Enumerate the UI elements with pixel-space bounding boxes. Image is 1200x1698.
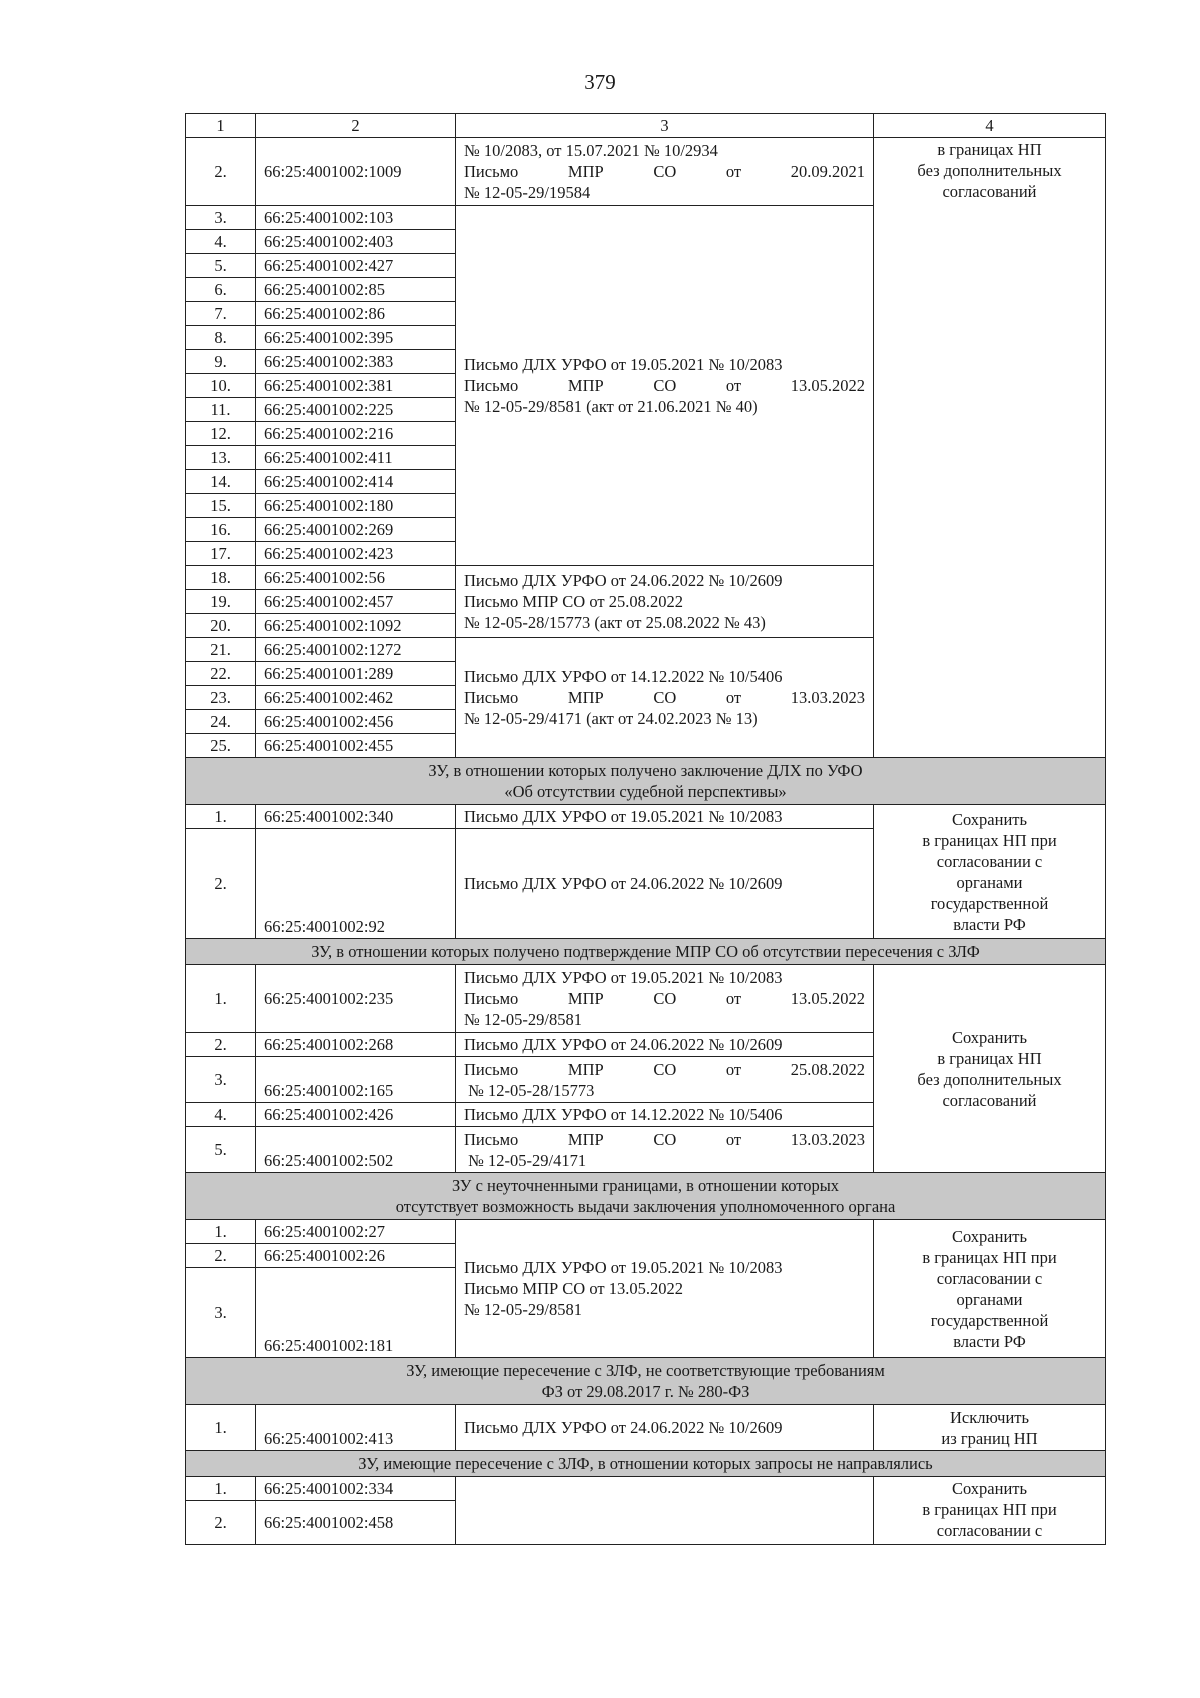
cadastral-number: 66:25:4001002:414 [256,470,456,494]
letter-word: МПР [567,989,604,1008]
land-plots-table [185,113,1106,1545]
cadastral-number: 66:25:4001002:427 [256,254,456,278]
section-title: ЗУ, в отношении которых получено подтверждение МПР СО об отсутствии пересечения с ЗЛФ [186,939,1106,965]
section-header-row [186,1173,1106,1220]
cadastral-number: 66:25:4001002:1272 [256,638,456,662]
row-number: 1. [186,1477,256,1501]
column-header: 2 [256,114,456,138]
letter-line [464,687,865,708]
row-number: 4. [186,230,256,254]
letter-word: МПР [567,1129,604,1149]
cadastral-number: 66:25:4001002:85 [256,278,456,302]
row-number: 2. [186,1501,256,1545]
section-header-row [186,939,1106,965]
section-header-row [186,758,1106,805]
cadastral-number: 66:25:4001002:381 [256,374,456,398]
letter-line: Письмо ДЛХ УРФО от 24.06.2022 № 10/2609 [464,571,783,590]
cadastral-number: 66:25:4001002:455 [256,734,456,758]
letter-word: 13.03.2023 [790,688,865,707]
row-number: 9. [186,350,256,374]
letter-reference: Письмо ДЛХ УРФО от 24.06.2022 № 10/2609 [456,829,874,939]
letter-word: Письмо [464,376,519,395]
row-number: 12. [186,422,256,446]
letter-reference [456,638,874,758]
cadastral-number: 66:25:4001002:225 [256,398,456,422]
letter-word: МПР [567,1059,604,1079]
table-row [186,1405,1106,1451]
cadastral-number: 66:25:4001002:27 [256,1220,456,1244]
cadastral-number: 66:25:4001002:268 [256,1033,456,1057]
row-number: 6. [186,278,256,302]
row-number: 25. [186,734,256,758]
section-title: ЗУ с неуточненными границами, в отношении которых отсутствует возможность выдачи заключения уполномоченного органа [186,1173,1106,1220]
letter-reference [456,1220,874,1358]
letter-line: Письмо ДЛХ УРФО от 19.05.2021 № 10/2083 [464,1258,783,1277]
row-number: 21. [186,638,256,662]
letter-line: Письмо ДЛХ УРФО от 19.05.2021 № 10/2083 [464,355,783,374]
letter-word: Письмо [464,688,519,707]
cadastral-number: 66:25:4001002:457 [256,590,456,614]
letter-word: МПР [567,376,604,395]
letter-line: Письмо ДЛХ УРФО от 19.05.2021 № 10/2083 [464,968,783,987]
cadastral-number: 66:25:4001002:423 [256,542,456,566]
letter-word: от [725,376,742,395]
letter-reference: Письмо ДЛХ УРФО от 24.06.2022 № 10/2609 [456,1033,874,1057]
cadastral-number: 66:25:4001002:458 [256,1501,456,1545]
cadastral-number: 66:25:4001002:180 [256,494,456,518]
cadastral-number: 66:25:4001002:411 [256,446,456,470]
cadastral-number: 66:25:4001002:181 [256,1268,456,1358]
letter-word: СО [653,162,677,181]
row-number: 2. [186,138,256,206]
cadastral-number: 66:25:4001002:462 [256,686,456,710]
cadastral-number: 66:25:4001002:340 [256,805,456,829]
letter-reference: Письмо ДЛХ УРФО от 14.12.2022 № 10/5406 [456,1103,874,1127]
letter-word: от [725,162,742,181]
column-header: 3 [456,114,874,138]
letter-word: Письмо [464,1059,519,1079]
row-number: 2. [186,1244,256,1268]
letter-reference [456,566,874,638]
row-number: 1. [186,1220,256,1244]
cadastral-number: 66:25:4001002:456 [256,710,456,734]
cadastral-number: 66:25:4001002:56 [256,566,456,590]
row-number: 20. [186,614,256,638]
row-number: 2. [186,1033,256,1057]
letter-line: Письмо МПР СО от 25.08.2022 [464,592,683,611]
section-header-row [186,1451,1106,1477]
row-number: 3. [186,206,256,230]
letter-line: Письмо ДЛХ УРФО от 14.12.2022 № 10/5406 [464,667,783,686]
letter-word: 25.08.2022 [790,1059,865,1079]
section-title: ЗУ, в отношении которых получено заключение ДЛХ по УФО «Об отсутствии судебной перспективы» [186,758,1106,805]
section-title: ЗУ, имеющие пересечение с ЗЛФ, не соответствующие требованиям ФЗ от 29.08.2017 г. № 280-ФЗ [186,1358,1106,1405]
letter-word: СО [653,1059,677,1079]
letter-word: МПР [567,162,604,181]
cadastral-number: 66:25:4001002:395 [256,326,456,350]
letter-word: Письмо [464,1129,519,1149]
letter-reference [456,1127,874,1173]
row-number: 5. [186,254,256,278]
row-number: 14. [186,470,256,494]
row-number: 1. [186,1405,256,1451]
column-header: 4 [874,114,1106,138]
section-header-row [186,1358,1106,1405]
row-number: 10. [186,374,256,398]
letter-word: Письмо [464,162,519,181]
letter-line [464,1059,865,1080]
letter-word: 13.05.2022 [790,989,865,1008]
section-title: ЗУ, имеющие пересечение с ЗЛФ, в отношении которых запросы не направлялись [186,1451,1106,1477]
cadastral-number: 66:25:4001002:426 [256,1103,456,1127]
row-number: 19. [186,590,256,614]
letter-word: 13.03.2023 [790,1129,865,1149]
cadastral-number: 66:25:4001002:103 [256,206,456,230]
letter-line: № 12-05-28/15773 [464,1080,595,1100]
table-row [186,805,1106,829]
letter-line: № 10/2083, от 15.07.2021 № 10/2934 [464,141,718,160]
column-header: 1 [186,114,256,138]
table-row [186,1220,1106,1244]
cadastral-number: 66:25:4001002:413 [256,1405,456,1451]
row-number: 1. [186,805,256,829]
table-row [186,965,1106,1033]
table-row [186,1477,1106,1501]
letter-word: от [725,688,742,707]
letter-line [464,988,865,1009]
cadastral-number: 66:25:4001002:403 [256,230,456,254]
row-number: 23. [186,686,256,710]
row-number: 24. [186,710,256,734]
letter-word: СО [653,688,677,707]
letter-word: от [725,989,742,1008]
row-number: 3. [186,1268,256,1358]
letter-word: от [725,1129,742,1149]
cadastral-number: 66:25:4001002:1009 [256,138,456,206]
recommendation: в границах НП без дополнительных согласований [874,138,1106,758]
row-number: 22. [186,662,256,686]
cadastral-number: 66:25:4001002:269 [256,518,456,542]
letter-reference [456,138,874,206]
row-number: 5. [186,1127,256,1173]
letter-reference [456,1057,874,1103]
cadastral-number: 66:25:4001002:334 [256,1477,456,1501]
table-header-row [186,114,1106,138]
letter-reference: Письмо ДЛХ УРФО от 19.05.2021 № 10/2083 [456,805,874,829]
letter-reference [456,965,874,1033]
letter-line: № 12-05-28/15773 (акт от 25.08.2022 № 43) [464,613,766,632]
cadastral-number: 66:25:4001002:1092 [256,614,456,638]
letter-line: № 12-05-29/8581 [464,1300,582,1319]
row-number: 2. [186,829,256,939]
row-number: 16. [186,518,256,542]
table-row [186,138,1106,206]
page-number: 379 [584,70,616,94]
cadastral-number: 66:25:4001002:502 [256,1127,456,1173]
letter-line: № 12-05-29/8581 (акт от 21.06.2021 № 40) [464,397,758,416]
row-number: 11. [186,398,256,422]
cadastral-number: 66:25:4001002:165 [256,1057,456,1103]
letter-word: Письмо [464,989,519,1008]
row-number: 18. [186,566,256,590]
letter-reference: Письмо ДЛХ УРФО от 24.06.2022 № 10/2609 [456,1405,874,1451]
letter-line [464,161,865,182]
recommendation: Сохранить в границах НП без дополнительных согласований [874,965,1106,1173]
letter-line [464,1129,865,1150]
recommendation: Сохранить в границах НП при согласовании с органами государственной власти РФ [874,805,1106,939]
letter-word: 13.05.2022 [790,376,865,395]
cadastral-number: 66:25:4001002:235 [256,965,456,1033]
letter-word: МПР [567,688,604,707]
letter-word: 20.09.2021 [790,162,865,181]
letter-reference [456,1477,874,1545]
row-number: 7. [186,302,256,326]
row-number: 15. [186,494,256,518]
letter-line: № 12-05-29/8581 [464,1010,582,1029]
row-number: 3. [186,1057,256,1103]
letter-word: СО [653,376,677,395]
row-number: 4. [186,1103,256,1127]
letter-reference [456,206,874,566]
letter-line: Письмо МПР СО от 13.05.2022 [464,1279,683,1298]
letter-line: № 12-05-29/19584 [464,183,591,202]
letter-word: от [725,1059,742,1079]
recommendation: Сохранить в границах НП при согласовании с [874,1477,1106,1545]
row-number: 17. [186,542,256,566]
recommendation: Исключить из границ НП [874,1405,1106,1451]
cadastral-number: 66:25:4001002:216 [256,422,456,446]
recommendation: Сохранить в границах НП при согласовании с органами государственной власти РФ [874,1220,1106,1358]
row-number: 13. [186,446,256,470]
letter-line: № 12-05-29/4171 [464,1150,587,1170]
letter-word: СО [653,989,677,1008]
letter-line: № 12-05-29/4171 (акт от 24.02.2023 № 13) [464,709,758,728]
cadastral-number: 66:25:4001002:26 [256,1244,456,1268]
cadastral-number: 66:25:4001002:383 [256,350,456,374]
row-number: 8. [186,326,256,350]
cadastral-number: 66:25:4001002:92 [256,829,456,939]
letter-word: СО [653,1129,677,1149]
letter-line [464,375,865,396]
row-number: 1. [186,965,256,1033]
cadastral-number: 66:25:4001002:86 [256,302,456,326]
cadastral-number: 66:25:4001001:289 [256,662,456,686]
